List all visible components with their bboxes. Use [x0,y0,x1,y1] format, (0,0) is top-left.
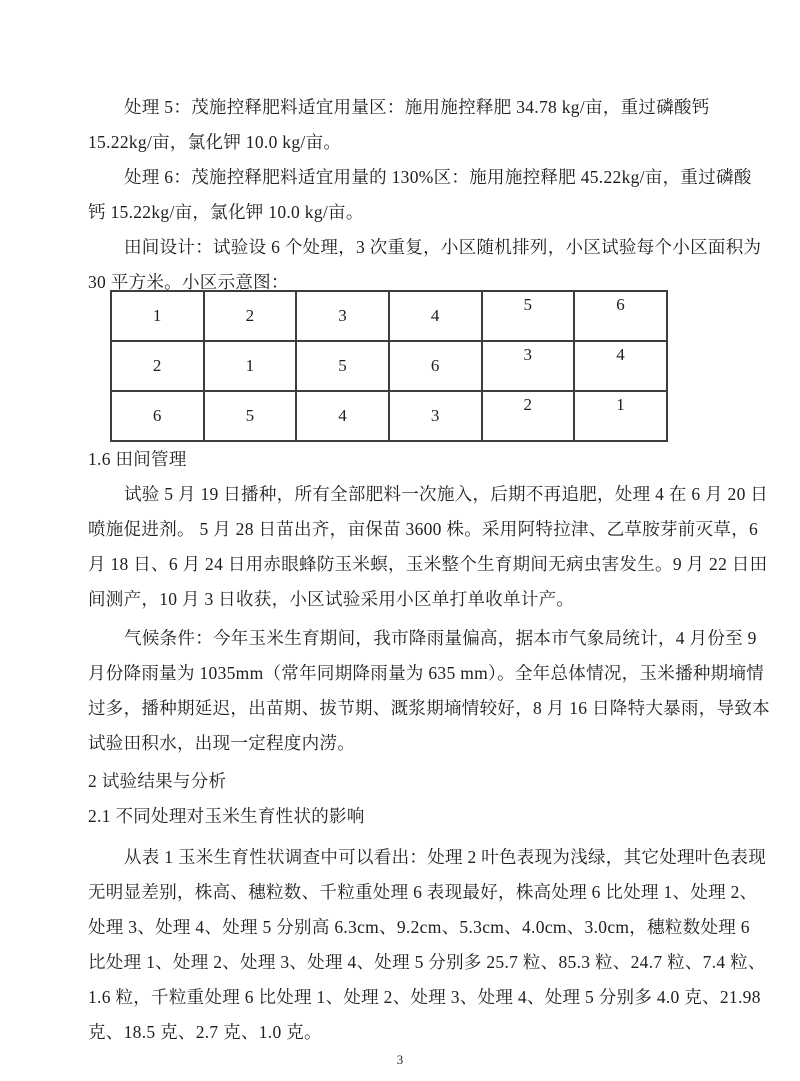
section-heading-2-1 [88,799,716,834]
plot-layout-table [110,290,668,442]
table-cell: 4 [574,341,667,391]
table-cell: 2 [482,391,575,441]
table-cell: 2 [204,291,297,341]
table-cell: 1 [111,291,204,341]
section-heading-2 [88,764,716,799]
table-cell: 3 [296,291,389,341]
table-cell: 1 [204,341,297,391]
text-line: 从表 1 玉米生育性状调查中可以看出：处理 2 叶色表现为浅绿，其它处理叶色表现 [124,847,766,867]
table-cell: 5 [296,341,389,391]
text-line: 试验 5 月 19 日播种，所有全部肥料一次施入，后期不再追肥，处理 4 在 6 月 20 日 [124,484,769,504]
text-line: 田间设计：试验设 6 个处理，3 次重复，小区随机排列，小区试验每个小区面积为 [124,237,762,257]
text-line: 钙 15.22kg/亩，氯化钾 10.0 kg/亩。 [88,202,364,222]
text-line: 处理 6：茂施控释肥料适宜用量的 130%区：施用施控释肥 45.22kg/亩，重过磷酸 [124,167,752,187]
paragraph-treatment-5 [88,90,716,160]
table-row [111,341,667,391]
heading-text: 2 试验结果与分析 [88,771,227,791]
paragraph-field-management [88,477,769,617]
text-line: 月份降雨量为 1035mm（常年同期降雨量为 635 mm）。全年总体情况，玉米播种期墒情 [88,663,765,683]
table-cell: 6 [389,341,482,391]
page-number: 3 [396,1052,404,1067]
text-line: 比处理 1、处理 2、处理 3、处理 4、处理 5 分别多 25.7 粒、85.3 粒、24.7 粒、7.4 粒、 [88,952,766,972]
table-cell: 3 [482,341,575,391]
text-line: 间测产，10 月 3 日收获，小区试验采用小区单打单收单计产。 [88,589,575,609]
text-line: 15.22kg/亩，氯化钾 10.0 kg/亩。 [88,132,342,152]
table-row [111,391,667,441]
document-content [88,90,770,1050]
paragraph-climate [88,621,770,761]
section-heading-1-6 [88,442,716,477]
table-cell: 5 [204,391,297,441]
table-cell: 3 [389,391,482,441]
table-cell: 2 [111,341,204,391]
table-cell: 6 [111,391,204,441]
paragraph-treatment-6 [88,160,752,230]
text-line: 处理 5：茂施控释肥料适宜用量区：施用施控释肥 34.78 kg/亩，重过磷酸钙 [124,97,710,117]
table-cell: 5 [482,291,575,341]
table-cell: 4 [389,291,482,341]
table-cell: 1 [574,391,667,441]
text-line: 月 18 日、6 月 24 日用赤眼蜂防玉米螟，玉米整个生育期间无病虫害发生。9 月 22 日田 [88,554,768,574]
text-line: 过多，播种期延迟，出苗期、拔节期、溉浆期墒情较好，8 月 16 日降特大暴雨，导致本 [88,698,770,718]
text-line: 气候条件：今年玉米生育期间，我市降雨量偏高，据本市气象局统计，4 月份至 9 [124,628,757,648]
text-line: 克、18.5 克、2.7 克、1.0 克。 [88,1022,322,1042]
table-cell: 4 [296,391,389,441]
table-cell: 6 [574,291,667,341]
paragraph-results [88,840,766,1050]
text-line: 喷施促进剂。 5 月 28 日苗出齐，亩保苗 3600 株。采用阿特拉津、乙草胺芽前灭草，6 [88,519,759,539]
heading-text: 2.1 不同处理对玉米生育性状的影响 [88,806,365,826]
heading-text: 1.6 田间管理 [88,449,187,469]
text-line: 30 平方米。小区示意图： [88,272,289,292]
text-line: 处理 3、处理 4、处理 5 分别高 6.3cm、9.2cm、5.3cm、4.0cm、3.0cm，穗粒数处理 6 [88,917,750,937]
text-line: 试验田积水，出现一定程度内涝。 [88,733,355,753]
text-line: 1.6 粒，千粒重处理 6 比处理 1、处理 2、处理 3、处理 4、处理 5 分别多 4.0 克、21.98 [88,987,761,1007]
text-line: 无明显差别，株高、穗粒数、千粒重处理 6 表现最好，株高处理 6 比处理 1、处理 2、 [88,882,758,902]
